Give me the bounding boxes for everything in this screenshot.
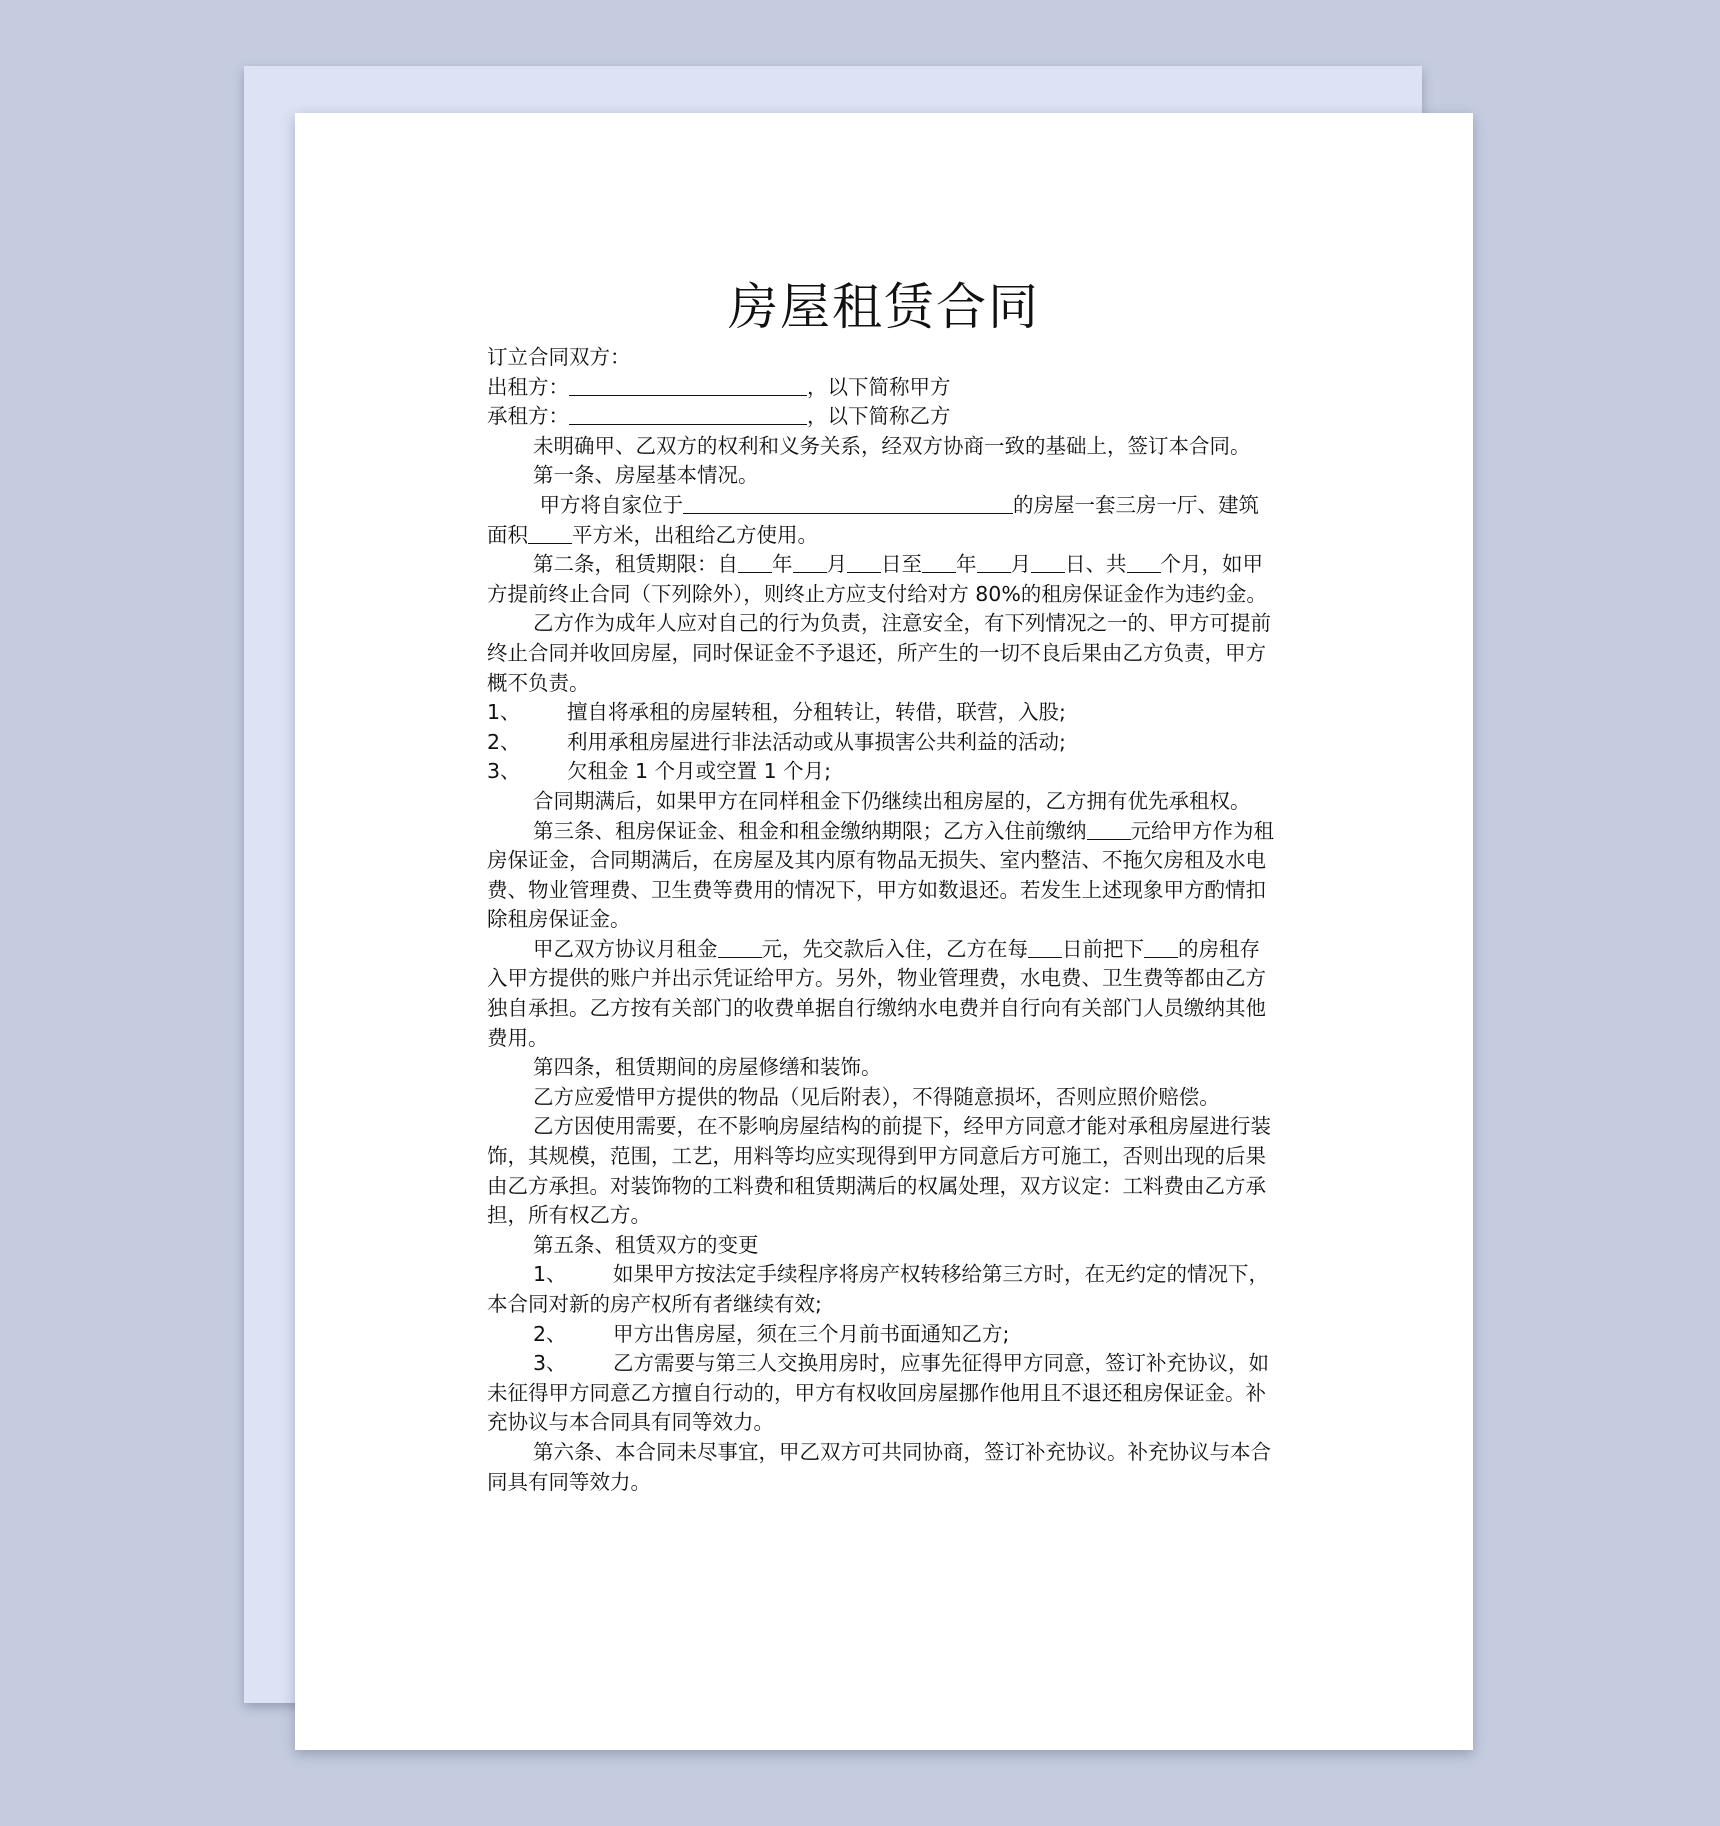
art3-rent-a: 甲乙双方协议月租金 xyxy=(533,936,718,961)
document-body xyxy=(487,343,1279,1497)
lessee-line xyxy=(487,402,1279,432)
deposit-blank[interactable] xyxy=(1087,819,1131,840)
area-blank[interactable] xyxy=(528,523,572,544)
article-4-care: 乙方应爱惜甲方提供的物品（见后附表），不得随意损坏，否则应照价赔偿。 xyxy=(533,1084,1220,1109)
art3-lead: 第三条、租房保证金、租金和租金缴纳期限；乙方入住前缴纳 xyxy=(533,818,1087,843)
lessee-blank[interactable] xyxy=(569,404,807,425)
lessor-label: 出租方： xyxy=(487,374,569,399)
item-text: 欠租金 1 个月或空置 1 个月; xyxy=(567,759,832,784)
article-6: 第六条、本合同未尽事宜，甲乙双方可共同协商，签订补充协议。补充协议与本合同具有同等效力。 xyxy=(487,1439,1271,1494)
list-item xyxy=(487,728,1279,758)
list-item xyxy=(487,1320,1279,1350)
list-item xyxy=(487,1260,1279,1319)
lessor-blank[interactable] xyxy=(569,375,807,396)
art2-month-1: 月 xyxy=(826,552,847,577)
art3-rent-c: 日前把下 xyxy=(1062,936,1144,961)
item-text: 利用承租房屋进行非法活动或从事损害公共利益的活动; xyxy=(567,729,1066,754)
art2-months-end: 个月， xyxy=(1160,552,1222,577)
article-1-text xyxy=(487,491,1279,550)
article-4-heading: 第四条，租赁期间的房屋修缮和装饰。 xyxy=(533,1055,882,1080)
art3-rent-d: 的房租存入甲方提供的账户并出示凭证给甲方。另外，物业管理费，水电费、卫生费等都由乙方独自承担。乙方按有关部门的收费单据自行缴纳水电费并自行向有关部门人员缴纳其他费用。 xyxy=(487,936,1266,1050)
art1-text-a: 甲方将自家位于 xyxy=(539,492,684,517)
item-number: 3、 xyxy=(533,1351,567,1376)
art2-day-total: 日、共 xyxy=(1065,552,1127,577)
article-2-conditions: 乙方作为成年人应对自己的行为负责，注意安全，有下列情况之一的、甲方可提前终止合同并收回房屋，同时保证金不予退还，所产生的一切不良后果由乙方负责，甲方概不负责。 xyxy=(487,611,1271,695)
parties-heading: 订立合同双方： xyxy=(487,345,631,369)
art2-penalty: 如甲方提前终止合同（下列除外），则终止方应支付给对方 80%的租房保证金作为违约金。 xyxy=(487,552,1267,606)
art2-year-1: 年 xyxy=(772,552,793,577)
article-4-decoration: 乙方因使用需要，在不影响房屋结构的前提下，经甲方同意才能对承租房屋进行装饰，其规模，范围，工艺，用料等均应实现得到甲方同意后方可施工，否则出现的后果由乙方承担。对装饰物的工料费和租赁期满后的权属处理，双方议定：工料费由乙方承担，所有权乙方。 xyxy=(487,1114,1271,1228)
article-1-heading: 第一条、房屋基本情况。 xyxy=(533,463,759,488)
rent-blank[interactable] xyxy=(718,937,762,958)
article-3-deposit xyxy=(487,817,1279,935)
start-year-blank[interactable] xyxy=(738,552,772,573)
item-number: 2、 xyxy=(533,1321,567,1346)
lessor-suffix: ，以下简称甲方 xyxy=(807,374,951,399)
art2-year-2: 年 xyxy=(956,552,977,577)
list-item xyxy=(487,757,1279,787)
pay-day-blank[interactable] xyxy=(1028,937,1062,958)
item-text: 如果甲方按法定手续程序将房产权转移给第三方时，在无约定的情况下，本合同对新的房产权所有者继续有效; xyxy=(487,1262,1269,1316)
art1-text-b: 的房屋一套三房一厅、建筑面积 xyxy=(487,492,1260,547)
document-title: 房屋租赁合同 xyxy=(728,278,1040,336)
article-5-heading: 第五条、租赁双方的变更 xyxy=(533,1232,759,1257)
months-total-blank[interactable] xyxy=(1127,552,1161,573)
article-2-renewal: 合同期满后，如果甲方在同样租金下仍继续出租房屋的，乙方拥有优先承租权。 xyxy=(533,788,1251,813)
art1-text-c: 平方米，出租给乙方使用。 xyxy=(572,522,818,547)
item-text: 甲方出售房屋，须在三个月前书面通知乙方; xyxy=(613,1321,1010,1346)
art3-rent-b: 元，先交款后入住，乙方在每 xyxy=(761,936,1028,961)
item-number: 2、 xyxy=(487,729,521,754)
lessee-label: 承租方： xyxy=(487,404,569,429)
lessee-suffix: ，以下简称乙方 xyxy=(807,404,951,429)
art3-rest: 元给甲方作为租房保证金，合同期满后，在房屋及其内原有物品无损失、室内整洁、不拖欠房租及水电费、物业管理费、卫生费等费用的情况下，甲方如数退还。若发生上述现象甲方酌情扣除租房保证金。 xyxy=(487,818,1274,932)
art2-lead: 第二条，租赁期限：自 xyxy=(533,552,738,577)
start-month-blank[interactable] xyxy=(793,552,827,573)
end-month-blank[interactable] xyxy=(977,552,1011,573)
item-number: 3、 xyxy=(487,759,521,784)
period-blank[interactable] xyxy=(1144,937,1178,958)
item-number: 1、 xyxy=(533,1262,567,1287)
article-3-rent xyxy=(487,935,1279,1053)
item-text: 乙方需要与第三人交换用房时，应事先征得甲方同意，签订补充协议，如未征得甲方同意乙方擅自行动的，甲方有权收回房屋挪作他用且不退还租房保证金。补充协议与本合同具有同等效力。 xyxy=(487,1351,1269,1435)
end-year-blank[interactable] xyxy=(922,552,956,573)
list-item xyxy=(487,1349,1279,1438)
lessor-line xyxy=(487,373,1279,403)
preamble-paragraph: 未明确甲、乙双方的权利和义务关系，经双方协商一致的基础上，签订本合同。 xyxy=(533,433,1251,458)
list-item xyxy=(487,698,1279,728)
art2-day-to: 日至 xyxy=(881,552,922,577)
item-number: 1、 xyxy=(487,700,521,725)
address-blank[interactable] xyxy=(683,493,1013,514)
contract-page xyxy=(295,113,1473,1750)
article-2-term xyxy=(487,550,1279,609)
item-text: 擅自将承租的房屋转租，分租转让，转借，联营，入股; xyxy=(567,700,1066,725)
end-day-blank[interactable] xyxy=(1031,552,1065,573)
start-day-blank[interactable] xyxy=(847,552,881,573)
art2-month-2: 月 xyxy=(1010,552,1031,577)
